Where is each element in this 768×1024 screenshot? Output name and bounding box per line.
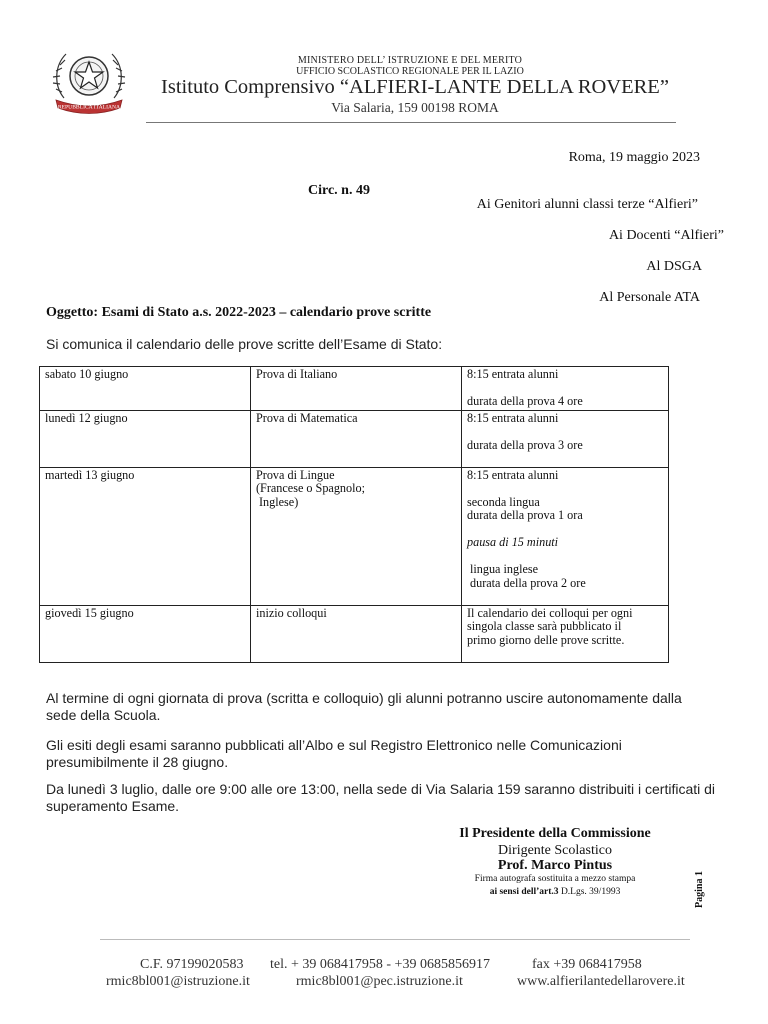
detail-line: durata della prova 1 ora bbox=[467, 508, 583, 522]
table-row bbox=[40, 467, 669, 605]
recipient-teachers: Ai Docenti “Alfieri” bbox=[608, 228, 724, 243]
signature-note: Firma autografa sostituita a mezzo stampa bbox=[474, 874, 636, 884]
footer-divider bbox=[100, 939, 690, 940]
footer-pec[interactable]: rmic8bl001@pec.istruzione.it bbox=[296, 974, 463, 989]
signature-law-note: ai sensi dell’art.3 D.Lgs. 39/1993 bbox=[489, 887, 621, 897]
detail-line: singola classe sarà pubblicato il bbox=[467, 619, 622, 633]
day-cell: lunedì 12 giugno bbox=[40, 410, 251, 467]
detail-cell bbox=[462, 605, 669, 662]
emblem-text: REPUBBLICA ITALIANA bbox=[57, 104, 121, 111]
exam-cell bbox=[251, 367, 462, 411]
detail-line: lingua inglese bbox=[470, 562, 539, 576]
exam-line: inizio colloqui bbox=[256, 605, 327, 620]
detail-line: pausa di 15 minuti bbox=[467, 535, 559, 549]
republic-emblem bbox=[50, 42, 128, 116]
signature-role: Il Presidente della Commissione bbox=[459, 826, 651, 841]
detail-line: durata della prova 2 ore bbox=[470, 575, 586, 590]
footer-email[interactable]: rmic8bl001@istruzione.it bbox=[106, 974, 250, 989]
table-row bbox=[40, 605, 669, 662]
paragraph-certificates: Da lunedì 3 luglio, dalle ore 9:00 alle ore 13:00, nella sede di Via Salaria 159 saranno distribuiti i certificati di superamento Esame. bbox=[46, 781, 716, 814]
subject-line: Oggetto: Esami di Stato a.s. 2022-2023 – calendario prove scritte bbox=[46, 305, 432, 320]
exam-cell bbox=[251, 605, 462, 662]
exam-cell bbox=[251, 410, 462, 467]
detail-cell bbox=[462, 410, 669, 467]
detail-line: seconda lingua bbox=[467, 494, 540, 509]
detail-cell bbox=[462, 367, 669, 411]
day-cell: martedì 13 giugno bbox=[40, 467, 251, 605]
exam-line: Inglese) bbox=[259, 494, 299, 509]
intro-text: Si comunica il calendario delle prove scritte dell’Esame di Stato: bbox=[46, 336, 443, 352]
recipient-parents: Ai Genitori alunni classi terze “Alfieri” bbox=[476, 197, 698, 212]
header-divider bbox=[146, 122, 676, 123]
footer-fax: fax +39 068417958 bbox=[532, 957, 642, 972]
detail-line: 8:15 entrata alunni bbox=[467, 467, 559, 482]
paragraph-exit: Al termine di ogni giornata di prova (scritta e colloquio) gli alunni potranno uscire autonomamente dalla sede della Scuola. bbox=[46, 690, 682, 723]
signature-name: Prof. Marco Pintus bbox=[497, 858, 613, 873]
detail-line: 8:15 entrata alunni bbox=[467, 367, 559, 381]
table-row bbox=[40, 410, 669, 467]
exam-line: (Francese o Spagnolo; bbox=[256, 481, 365, 495]
day-cell: giovedì 15 giugno bbox=[40, 605, 251, 662]
paragraph-results: Gli esiti degli esami saranno pubblicati all’Albo e sul Registro Elettronico nelle Comunicazioni presumibilmente il 28 giugno. bbox=[46, 737, 622, 770]
signature-title: Dirigente Scolastico bbox=[498, 843, 612, 858]
institute-address: Via Salaria, 159 00198 ROMA bbox=[331, 100, 499, 115]
footer-cf: C.F. 97199020583 bbox=[140, 957, 244, 972]
exam-calendar-table bbox=[39, 366, 669, 663]
detail-line: durata della prova 3 ore bbox=[467, 437, 583, 452]
detail-line: 8:15 entrata alunni bbox=[467, 410, 559, 425]
footer-website[interactable]: www.alfierilantedellarovere.it bbox=[517, 974, 685, 989]
recipient-dsga: Al DSGA bbox=[646, 259, 702, 274]
detail-line: durata della prova 4 ore bbox=[467, 394, 583, 408]
exam-cell bbox=[251, 467, 462, 605]
office-line: UFFICIO SCOLASTICO REGIONALE PER IL LAZIO bbox=[296, 66, 524, 77]
exam-line: Prova di Matematica bbox=[256, 410, 358, 425]
ministry-line: MINISTERO DELL’ ISTRUZIONE E DEL MERITO bbox=[297, 55, 523, 66]
exam-line: Prova di Lingue bbox=[256, 467, 335, 482]
day-cell: sabato 10 giugno bbox=[40, 367, 251, 411]
detail-line: Il calendario dei colloqui per ogni bbox=[467, 605, 633, 620]
detail-cell bbox=[462, 467, 669, 605]
institute-name: Istituto Comprensivo “ALFIERI-LANTE DELLA ROVERE” bbox=[161, 76, 669, 98]
letter-date: Roma, 19 maggio 2023 bbox=[568, 150, 700, 165]
table-row bbox=[40, 367, 669, 411]
exam-line: Prova di Italiano bbox=[256, 367, 338, 381]
page-number: Pagina 1 bbox=[694, 871, 705, 908]
footer-tel: tel. + 39 068417958 - +39 0685856917 bbox=[270, 957, 490, 972]
recipient-ata: Al Personale ATA bbox=[599, 290, 700, 305]
circular-number: Circ. n. 49 bbox=[308, 183, 370, 198]
detail-line: primo giorno delle prove scritte. bbox=[467, 632, 625, 647]
